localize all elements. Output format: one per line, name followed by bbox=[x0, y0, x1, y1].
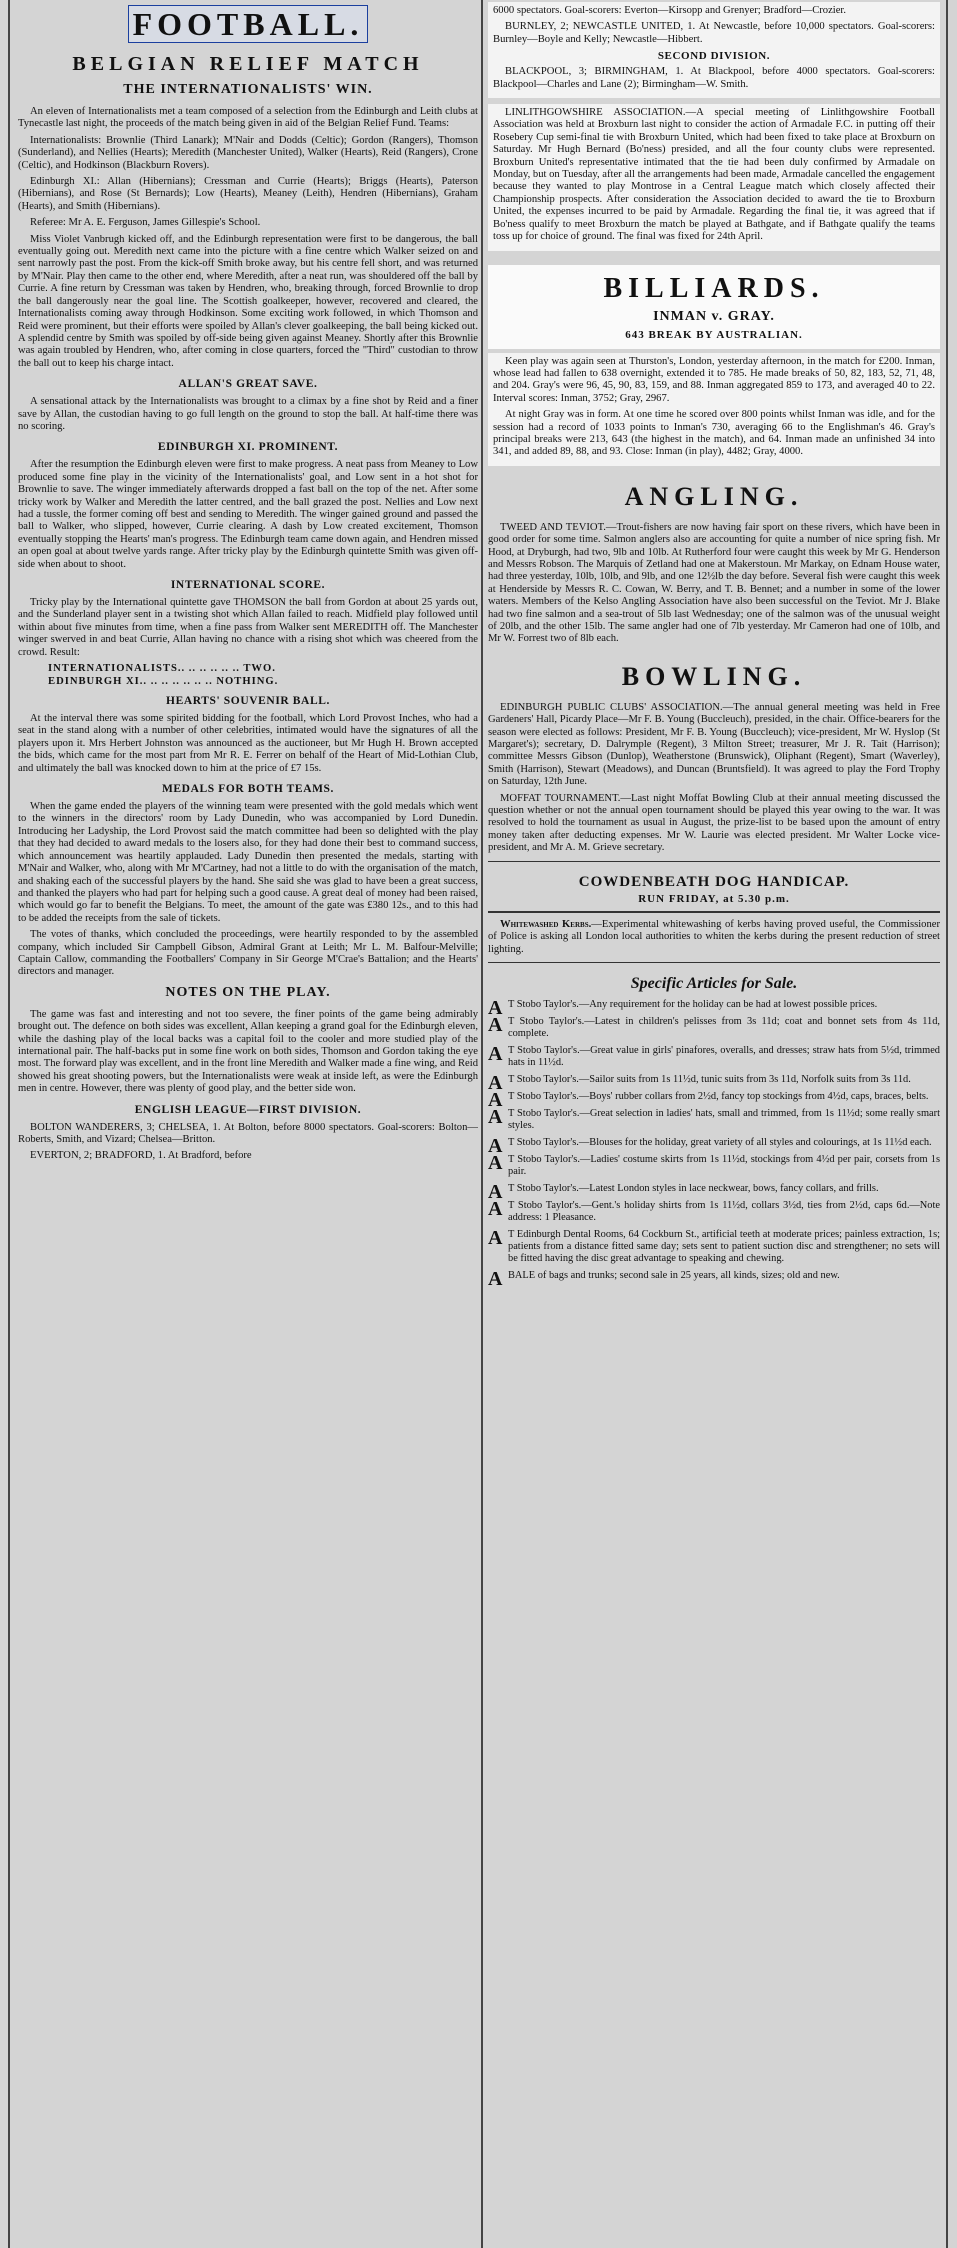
article-paragraph: The votes of thanks, which concluded the proceedings, were heartily responded to by the assembled company, which included Sir Campbell Gibson, Admiral Grant at Leith; Mr L. M. Balfour-Melville; Captain Callow, commanding the Footballers' Company in Sir George M'Crae's Battalion; and the Hearts' directors and manager. bbox=[18, 929, 478, 978]
article-paragraph: LINLITHGOWSHIRE ASSOCIATION.—A special meeting of Linlithgowshire Football Association was held at Broxburn last night to consider the action of Armadale F.C. in putting off their Rosebery Cup semi-final tie with Broxburn United, which had been fixed to take place at Broxburn on Saturday. Mr Hugh Bernard (Bo'ness) presided, and all the four county clubs were represented. Broxburn United's representative intimated that the tie had been duly confirmed by Armadale on Monday, but on Tuesday, after all the arrangements had been made, Armadale cancelled the engagement because they wanted to play Montrose in a Central League match which closely affected their Championship prospects. After consideration the Association decided to award the tie to Broxburn United, the expenses incurred to be paid by Armadale. Regarding the final tie, it was agreed that if Bo'ness qualify to meet Broxburn the match be played at Bathgate, and if Bathgate qualify the teams toss up for choice of ground. The final was fixed for 24th April. bbox=[493, 107, 935, 243]
article-paragraph: A sensational attack by the Internationalists was brought to a climax by a fine shot by Reid and a finer save by Allan, the custodian having to go full length on the ground to stop the ball. At half-time there was no scoring. bbox=[18, 396, 478, 432]
linlithgow-box bbox=[488, 104, 940, 250]
article-paragraph: After the resumption the Edinburgh eleven were first to make progress. A neat pass from Meaney to Low produced some fine play in the vicinity of the Internationalists' goal, and Low sent in a hot shot for Brownlie to save. The winger immediately afterwards dropped a fast ball on the top of the net. After some tricky work by Walker and Meredith the latter centred, and the ball grazed the post. Nellies and Low next had a tussle, the former coming off best and sending to Meredith. The winger gained ground and passed the ball to Walker, who slipped, however, Currie clearing. A dash by Low created excitement, Thomson eventually stopping the Hearts' man's progress. The Edinburgh team came down again, and Hendren missed an open goal at about twelve yards range. After tricky play by the Edinburgh quintette Smith was given off-side when about to shoot. bbox=[18, 459, 478, 570]
column-rule-right bbox=[946, 0, 948, 2248]
dog-handicap-title: COWDENBEATH DOG HANDICAP. bbox=[578, 874, 850, 891]
classified-ad bbox=[488, 1016, 940, 1040]
article-paragraph: At the interval there was some spirited bidding for the football, which Lord Provost Inches, who had a seat in the stand along with a number of other celebrities, intimated would have the signatures of all the players upon it. Mrs Herbert Johnston was announced as the auctioneer, but Mr Hugh H. Brown accepted the bids, which came for the most part from Mr R. E. Ferrer on behalf of the Heart of Mid-Lothian Club, and ultimately the ball was knocked down to him at the price of £7 15s. bbox=[18, 713, 478, 774]
article-paragraph: At night Gray was in form. At one time he scored over 800 points whilst Inman was idle, and for the session had a record of 1033 points to Inman's 730, averaging 66 to the Englishman's 46. Gray's principal breaks were 213, 643 (the highest in the match), and 64. Inman made an unfinished 34 into 341, and added 89, 88, and 93. Close: Inman (in play), 4482; Gray, 4000. bbox=[493, 409, 935, 458]
results-box bbox=[488, 2, 940, 98]
result-line: EDINBURGH XI.. .. .. .. .. .. .. NOTHING. bbox=[48, 676, 279, 688]
column-rule-left bbox=[8, 0, 10, 2248]
ad-text: BALE of bags and trunks; second sale in 25 years, all kinds, sizes; old and new. bbox=[508, 1270, 840, 1282]
ad-initial-glyph: A bbox=[488, 1135, 503, 1158]
ad-initial-glyph: A bbox=[488, 1181, 503, 1204]
kerbs-lead: Whitewashed Kerbs. bbox=[500, 918, 592, 930]
specific-articles-title: Specific Articles for Sale. bbox=[630, 975, 798, 993]
article-paragraph: BURNLEY, 2; NEWCASTLE UNITED, 1. At Newcastle, before 10,000 spectators. Goal-scorers: Burnley—Boyle and Kelly; Newcastle—Hibbert. bbox=[493, 21, 935, 45]
billiards-title: BILLIARDS. bbox=[603, 272, 825, 304]
match-title: BELGIAN RELIEF MATCH bbox=[72, 53, 424, 75]
right-column bbox=[488, 0, 940, 2248]
kerbs-body: —Experimental whitewashing of kerbs having proved useful, the Commissioner of Police is asking all London local authorities to whiten the kerbs during the present reduction of street lighting. bbox=[488, 918, 940, 955]
ad-initial-glyph: A bbox=[488, 1227, 503, 1250]
billiards-subtitle: INMAN v. GRAY. bbox=[653, 308, 775, 324]
subhead-english-league: ENGLISH LEAGUE—FIRST DIVISION. bbox=[134, 1103, 362, 1116]
ad-initial-glyph: A bbox=[488, 1014, 503, 1037]
classified-ad bbox=[488, 1135, 940, 1158]
classified-ad bbox=[488, 1200, 940, 1224]
article-paragraph: Edinburgh XI.: Allan (Hibernians); Cressman and Currie (Hearts); Briggs (Hearts), Paterson (Hibernians), and Rose (St Bernards); Low (Hearts), Meaney (Leith), Hendren (Hibernians), Graham (Hearts), and Smith (Hibernians). bbox=[18, 176, 478, 212]
article-paragraph: EVERTON, 2; BRADFORD, 1. At Bradford, before bbox=[30, 1150, 252, 1162]
ad-text: T Stobo Taylor's.—Ladies' costume skirts from 1s 11½d, stockings from 4½d per pair, corsets from 1s pair. bbox=[508, 1154, 940, 1178]
ad-initial-glyph: A bbox=[488, 1152, 503, 1175]
second-division-heading: SECOND DIVISION. bbox=[657, 50, 771, 63]
article-paragraph: Internationalists: Brownlie (Third Lanark); M'Nair and Dodds (Celtic); Gordon (Rangers), Thomson (Sunderland), and Nellies (Hearts); Meredith (Manchester United), Walker (Hearts), Reid (Rangers), Crone (Celtic), and Hodkinson (Blackburn Rovers). bbox=[18, 134, 478, 171]
ad-text: T Stobo Taylor's.—Latest London styles in lace neckwear, bows, fancy collars, and frills. bbox=[508, 1183, 879, 1195]
subhead-ball: HEARTS' SOUVENIR BALL. bbox=[166, 695, 330, 708]
dog-handicap-subtitle: RUN FRIDAY, at 5.30 p.m. bbox=[638, 893, 790, 906]
ad-text: T Stobo Taylor's.—Any requirement for the holiday can be had at lowest possible prices. bbox=[508, 999, 878, 1011]
ad-text: T Stobo Taylor's.—Boys' rubber collars from 2½d, fancy top stockings from 4½d, caps, braces, belts. bbox=[508, 1091, 929, 1103]
ad-text: T Stobo Taylor's.—Sailor suits from 1s 11½d, tunic suits from 3s 11d, Norfolk suits from 3s 11d. bbox=[508, 1074, 911, 1086]
article-paragraph: The game was fast and interesting and not too severe, the finer points of the game being admirably brought out. The defence on both sides was excellent, Allan keeping a grand goal for the Edinburgh eleven, while the dashing play of the local backs was a capital foil to the cooler and more studied play of the international pair. The half-backs put in some fine work on both sides, Thomson and Gordon taking the eye most. The forward play was excellent, and in the front line Meredith and Walker made a fine wing, and Reid showed his great shooting powers, but the Internationalists were weak at inside left, as were the Edinburgh men in centre. However, there was plenty of good play, and the better side won. bbox=[18, 1008, 478, 1095]
classified-ads-list bbox=[488, 997, 940, 1291]
article-paragraph: BOLTON WANDERERS, 3; CHELSEA, 1. At Bolton, before 8000 spectators. Goal-scorers: Bolton—Roberts, Smith, and Vizard; Chelsea—Britton. bbox=[18, 1121, 478, 1145]
ad-initial-glyph: A bbox=[488, 1106, 503, 1129]
classified-ad bbox=[488, 1268, 940, 1291]
divider bbox=[488, 911, 940, 913]
angling-title: ANGLING. bbox=[624, 481, 804, 511]
article-paragraph: When the game ended the players of the winning team were presented with the gold medals which went to the winners in the directors' room by Lady Dunedin, who was accompanied by Lord Dunedin. Introducing her Ladyship, the Lord Provost said the match committee had been so delighted with the play that they had decided to award medals to the losers also, for they had done their best to command success, which announcement was heartily applauded. Lady Dunedin then presented the medals, starting with M'Nair and Walker, who, along with Mr M'Cartney, had not a little to do with the organisation of the match, and shaking each of the successful players by the hand. She said she was glad to have been a great success, and thanked the players who had part for helping such a good cause. A great deal of money had been raised, which would go far to benefit the Belgians. To meet, the amount of the gate was £380 12s., and to this had to be added the receipts from the sale of tickets. bbox=[18, 801, 478, 924]
classified-ad bbox=[488, 1181, 940, 1204]
billiards-subtitle-2: 643 BREAK BY AUSTRALIAN. bbox=[625, 328, 803, 341]
subhead-score: INTERNATIONAL SCORE. bbox=[170, 579, 326, 591]
article-paragraph: BLACKPOOL, 3; BIRMINGHAM, 1. At Blackpool, before 4000 spectators. Goal-scorers: Blackpool—Charles and Lane (2); Birmingham—W. Smith. bbox=[493, 66, 935, 90]
divider bbox=[488, 962, 940, 964]
ad-initial-glyph: A bbox=[488, 1268, 503, 1291]
classified-ad bbox=[488, 1089, 940, 1112]
article-paragraph: MOFFAT TOURNAMENT.—Last night Moffat Bowling Club at their annual meeting discussed the question whether or not the annual open tournament should be played this year owing to the war. It was resolved to hold the tournament as usual in August, the prize-list to be based upon the amount of entry money taken after deducting expenses. Mr W. Laurie was elected president. Mr Walter Locke vice-president, and Mr A. M. Grieve secretary. bbox=[488, 792, 940, 854]
ad-text: T Stobo Taylor's.—Blouses for the holiday, great variety of all styles and colourings, at 1s 11½d each. bbox=[508, 1137, 932, 1149]
ad-initial-glyph: A bbox=[488, 997, 503, 1020]
subhead-prominent: EDINBURGH XI. PROMINENT. bbox=[157, 441, 339, 454]
kerbs-paragraph bbox=[488, 919, 940, 956]
article-paragraph: Miss Violet Vanbrugh kicked off, and the Edinburgh representation were first to be dangerous, the ball eventually going out. Meredith next came into the picture with a fine centre which Walker seized on and sent narrowly past the post. From the kick-off Smith broke away, but his centre fell short, and was returned by M'Nair. Play then came to the other end, where Meredith, after a neat run, was shouldered off the ball by Currie. A fine return by Cressman was taken by Hendren, who, breaking through, forced Brownlie to drop the ball dangerously near the goal line. The Scottish goalkeeper, however, recovered and cleared, the Internationalists coming away through Hodkinson. Some exciting work followed, in which Thomson and Reid were prominent, but their efforts were spoiled by Allan's clever goalkeeping, the ball being kicked out. A splendid centre by Smith was spoiled by off-side being given against Meaney. Shortly after this Brownlie was again troubled by Hendren, who, after coming in close quarters, forced the "Third" custodian to throw the ball out to keep his charge intact. bbox=[18, 233, 478, 369]
classified-ad bbox=[488, 1229, 940, 1265]
classified-ad bbox=[488, 1154, 940, 1178]
classified-ad bbox=[488, 1045, 940, 1069]
bowling-title: BOWLING. bbox=[621, 661, 807, 691]
classified-ad bbox=[488, 997, 940, 1020]
result-line: INTERNATIONALISTS.. .. .. .. .. .. TWO. bbox=[48, 663, 276, 675]
ad-text: T Stobo Taylor's.—Latest in children's pelisses from 3s 11d; coat and bonnet sets from 4s 11d, complete. bbox=[508, 1016, 940, 1040]
article-paragraph: 6000 spectators. Goal-scorers: Everton—Kirsopp and Grenyer; Bradford—Crozier. bbox=[493, 5, 847, 16]
ad-text: T Stobo Taylor's.—Gent.'s holiday shirts from 1s 11½d, collars 3½d, ties from 2½d, caps 6d.—Note address: 1 Pleasance. bbox=[508, 1200, 940, 1224]
left-column bbox=[18, 0, 478, 2248]
classified-ad bbox=[488, 1072, 940, 1095]
divider bbox=[488, 861, 940, 863]
column-rule-middle bbox=[481, 0, 483, 2248]
match-subtitle: THE INTERNATIONALISTS' WIN. bbox=[123, 82, 373, 97]
article-paragraph: Tricky play by the International quintette gave THOMSON the ball from Gordon at about 25 yards out, and the Sunderland player sent in a twisting shot which Allan failed to reach. Midfield play followed until within about five minutes from time, when a fine pass from Walker sent MEREDITH off. The Manchester winger swerved in and beat Currie, Allan having no chance with a rising shot which was cheered from the crowd. Result: bbox=[18, 597, 478, 658]
ad-text: T Stobo Taylor's.—Great selection in ladies' hats, small and trimmed, from 1s 11½d; some really smart styles. bbox=[508, 1108, 940, 1132]
ad-text: T Stobo Taylor's.—Great value in girls' pinafores, overalls, and dresses; straw hats from 5½d, trimmed hats in 11½d. bbox=[508, 1045, 940, 1069]
ad-initial-glyph: A bbox=[488, 1043, 503, 1066]
article-paragraph: EDINBURGH PUBLIC CLUBS' ASSOCIATION.—The annual general meeting was held in Free Gardeners' Hall, Picardy Place—Mr F. B. Young (Buccleuch), presided, in the chair. Office-bearers for the season were elected as follows: President, Mr F. B. Young (Buccleuch); vice-president, Mr W. Hyslop (St Margaret's); secretary, D. Dalrymple (Regent), 3 Milton Street; treasurer, Mr J. R. Tait (Harrison); committee Messrs Gibson (Dunlop), Weatherstone (Brunswick), Oliphant (Regent), Smart (Waverley), Smith (Harrison), Stewart (Meadows), and Duncan (Bruntsfield). It was agreed to play the Ford Trophy on Saturday, 12th June. bbox=[488, 701, 940, 788]
ad-initial-glyph: A bbox=[488, 1198, 503, 1221]
article-paragraph: An eleven of Internationalists met a team composed of a selection from the Edinburgh and Leith clubs at Tynecastle last night, the proceeds of the match being given in aid of the Belgian Relief Fund. Teams: bbox=[18, 106, 478, 130]
ad-text: T Edinburgh Dental Rooms, 64 Cockburn St., artificial teeth at moderate prices; painless extraction, 1s; patients from a distance fitted same day; sets sent to patient suction disc and strengthener; no sets will be fitted having the disc great advantage to speaking and chewing. bbox=[508, 1229, 940, 1265]
masthead-text[interactable]: FOOTBALL. bbox=[128, 5, 369, 43]
billiards-header bbox=[488, 265, 940, 349]
article-paragraph: Keen play was again seen at Thurston's, London, yesterday afternoon, in the match for £200. Inman, whose lead had fallen to 638 overnight, extended it to 785. He made breaks of 50, 82, 183, 52, 71, 48, and 204. Gray's were 96, 45, 90, 83, 159, and 88. Inman aggregated 859 to 173, and averaged 40 to 22. Interval scores: Inman, 3752; Gray, 2967. bbox=[493, 355, 935, 404]
classified-ad bbox=[488, 1108, 940, 1132]
ad-initial-glyph: A bbox=[488, 1072, 503, 1095]
subhead-save: ALLAN'S GREAT SAVE. bbox=[178, 378, 318, 391]
dog-handicap-heading bbox=[488, 874, 940, 905]
ad-initial-glyph: A bbox=[488, 1089, 503, 1112]
subhead-medals: MEDALS FOR BOTH TEAMS. bbox=[161, 783, 335, 796]
billiards-box bbox=[488, 353, 940, 466]
notes-heading: NOTES ON THE PLAY. bbox=[165, 984, 331, 1000]
article-paragraph: Referee: Mr A. E. Ferguson, James Gillespie's School. bbox=[30, 217, 261, 229]
football-masthead bbox=[18, 6, 478, 43]
article-paragraph: TWEED AND TEVIOT.—Trout-fishers are now having fair sport on these rivers, which have been in good order for some time. Salmon anglers also are accounting for quite a number of nice spring fish. Mr Hood, at Dryburgh, had two, 9lb and 10lb. At Rutherford four were caught this week by Mr G. Henderson and Messrs Robson. The Marquis of Zetland had one at Makerstoun. Mr Markay, on Ednam House water, had three yesterday, 10lb, 10lb, and 9lb, and one 12½lb the day before. Several fish were caught this week at Henderside by Messrs R. C. Cowan, W. Berry, and T. B. Bennet; and a number in some of the lower waters. Members of the Kelso Angling Association have also been successful on the Teviot. Mr J. Blake had two fine salmon and a sea-trout of 5lb last Wednesday; one of the salmon was of the unusual weight of 20lb, and the other 15lb. The same angler had one of 7lb yesterday. Mr Cameron had one of 10lb, and Mr W. Forrest two of 8lb each. bbox=[488, 521, 940, 645]
